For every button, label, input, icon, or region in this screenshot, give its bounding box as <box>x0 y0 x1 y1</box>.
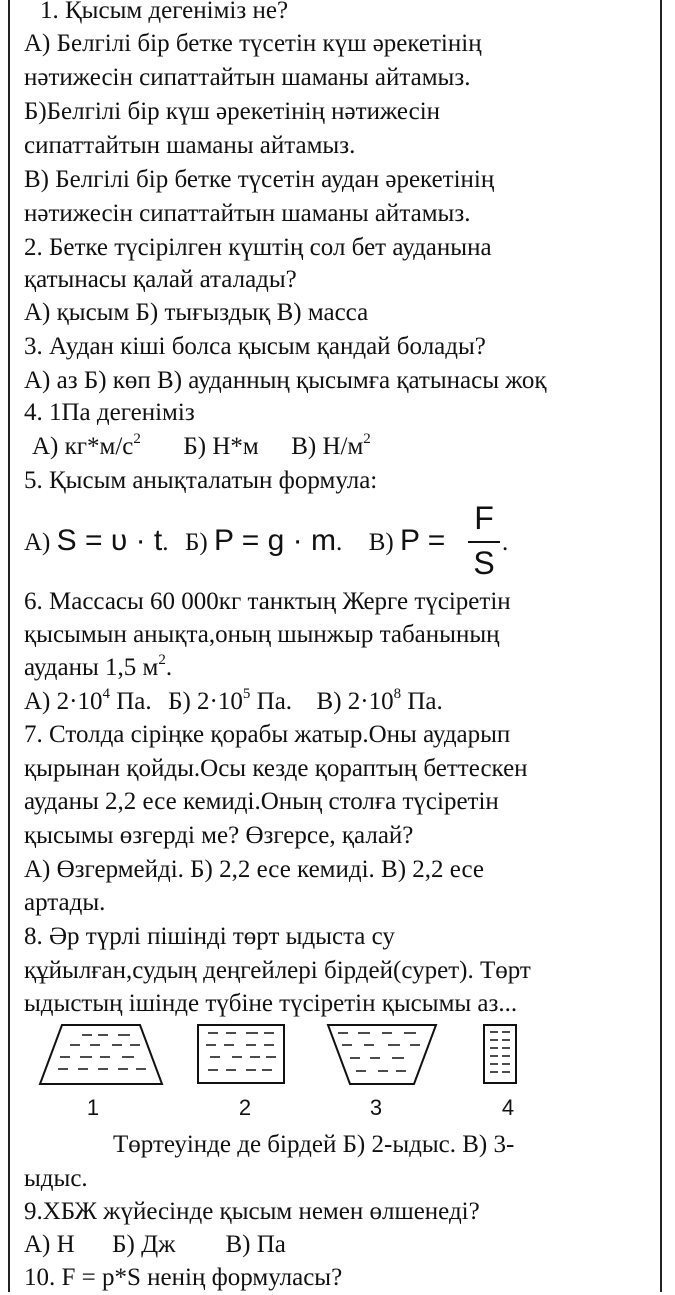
vessel-1 <box>40 1025 162 1084</box>
q9-question: 9.ХБЖ жүйесінде қысым немен өлшенеді? <box>24 1198 480 1225</box>
q7-question-line4: қысымы өзгерді ме? Өзгерсе, қалай? <box>24 822 414 849</box>
q1-option-b-line1: Б)Белгілі бір күш әрекетінің нәтижесін <box>24 98 441 125</box>
q4-option-c-exponent: 2 <box>363 431 371 447</box>
q6-option-c: В) 2·10 <box>316 688 394 715</box>
q7-question-line1: 7. Столда сіріңке қорабы жатыр.Оны аударып <box>24 721 511 748</box>
q3-question: 3. Аудан кіші болса қысым қандай болады? <box>24 333 486 360</box>
q5-option-a-label: А) <box>24 529 51 556</box>
q1-option-b-line2: сипаттайтын шаманы айтамыз. <box>24 132 356 159</box>
q7-answers-line2: артады. <box>24 889 106 916</box>
q6-area-text: ауданы 1,5 м <box>24 654 159 681</box>
q9-answers: А) Н Б) Дж В) Па <box>24 1231 286 1258</box>
q4-option-a: А) кг*м/с <box>32 433 134 460</box>
q2-question-line1: 2. Бетке түсірілген күштің сол бет ауданына <box>24 234 492 261</box>
q5-question: 5. Қысым анықталатын формула: <box>24 467 378 494</box>
vessel-label-1: 1 <box>86 1095 100 1120</box>
q4-option-b: Б) Н*м <box>183 433 259 460</box>
q5-option-c-end: . <box>502 529 509 556</box>
vessel-4-water <box>490 1032 510 1072</box>
q6-option-a-exponent: 4 <box>102 686 110 702</box>
vessel-label-3: 3 <box>369 1095 383 1120</box>
q8-answers-line2: ыдыс. <box>24 1165 88 1192</box>
q5-option-a-formula: S = υ · t <box>56 524 163 557</box>
q1-option-c-line1: В) Белгілі бір бетке түсетін аудан әрекетінің <box>24 166 495 193</box>
q4-option-c: В) Н/м <box>291 433 364 460</box>
q7-question-line3: ауданы 2,2 есе кемиді.Оның столға түсіретін <box>24 788 499 815</box>
q6-option-b-unit: Па. <box>250 688 293 715</box>
q1-question: 1. Қысым дегеніміз не? <box>40 0 289 24</box>
q5-option-a-end: . <box>162 529 169 556</box>
q7-answers-line1: А) Өзгермейді. Б) 2,2 есе кемиді. В) 2,2 есе <box>24 856 485 883</box>
q8-answers-line1: Төртеуінде де бірдей Б) 2-ыдыс. В) 3- <box>113 1131 515 1158</box>
vessel-3-water <box>338 1033 420 1071</box>
q2-question-line2: қатынасы қалай аталады? <box>24 266 297 293</box>
q5-fraction-denominator: S <box>473 545 495 581</box>
vessel-4 <box>484 1025 516 1083</box>
q5-option-c-lhs: P = <box>399 524 446 557</box>
q6-option-a-unit: Па. <box>109 688 152 715</box>
q3-answers: А) аз Б) көп В) ауданның қысымға қатынасы жоқ <box>24 367 547 394</box>
vessel-label-2: 2 <box>238 1095 252 1120</box>
q2-answers: А) қысым Б) тығыздық В) масса <box>24 299 369 326</box>
q8-question-line2: құйылған,судың деңгейлері бірдей(сурет). Төрт <box>24 957 531 984</box>
q6-question-line1: 6. Массасы 60 000кг танктың Жерге түсіретін <box>24 588 511 615</box>
vessel-label-4: 4 <box>501 1095 515 1120</box>
q5-option-b-label: Б) <box>185 529 208 556</box>
q8-question-line1: 8. Әр түрлі пішінді төрт ыдыста су <box>24 923 395 950</box>
q1-option-a-line1: А) Белгілі бір бетке түсетін күш әрекетінің <box>24 30 482 57</box>
q10-question: 10. F = p*S ненің формуласы? <box>24 1264 343 1291</box>
q1-option-c-line2: нәтижесін сипаттайтын шаманы айтамыз. <box>24 200 471 227</box>
q6-option-c-exponent: 8 <box>393 686 402 702</box>
q6-option-c-unit: Па. <box>401 688 443 715</box>
vessel-2-water <box>206 1033 276 1070</box>
q8-question-line3: ыдыстың ішінде түбіне түсіретін қысымы аз... <box>24 990 518 1017</box>
q1-option-a-line2: нәтижесін сипаттайтын шаманы айтамыз. <box>24 64 471 91</box>
q5-option-b-formula: P = g · m <box>213 524 336 557</box>
q4-option-a-exponent: 2 <box>133 431 141 447</box>
q4-question: 4. 1Па дегеніміз <box>24 399 195 426</box>
vessel-3 <box>328 1025 436 1084</box>
q6-option-b-exponent: 5 <box>242 686 251 702</box>
q6-area-end: . <box>165 654 173 681</box>
q5-option-b-end: . <box>335 529 343 556</box>
q7-question-line2: қырынан қойды.Осы кезде қораптың беттескен <box>24 755 528 782</box>
q6-option-a: А) 2·10 <box>24 688 103 715</box>
q5-option-c-label: В) <box>368 529 394 556</box>
vessel-1-water <box>58 1035 146 1069</box>
q5-fraction-numerator: F <box>474 500 494 536</box>
q6-option-b: Б) 2·10 <box>168 688 243 715</box>
q6-area-exponent: 2 <box>158 652 166 668</box>
q6-question-line2: қысымын анықта,оның шынжыр табанының <box>24 621 500 648</box>
